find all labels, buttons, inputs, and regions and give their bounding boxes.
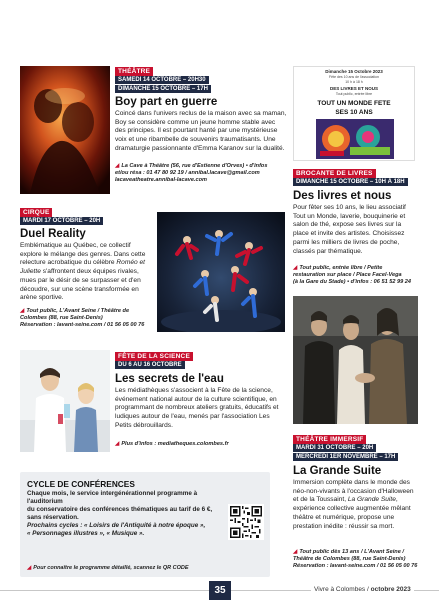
poster-line-4: Tout public, entrée libre xyxy=(335,92,373,96)
cirque-body: Emblématique au Québec, ce collectif explore le mélange des genres. Dans cette relecture acrobatique du célèbre Roméo et Juliette s'affrontent deux équipes rivales, mues par le désir de se surpasser et d'en découdre, sur une scène transformée en arène sportive. xyxy=(20,242,146,302)
triangle-icon: ◢ xyxy=(293,549,298,555)
science-tag: FÊTE DE LA SCIENCE xyxy=(115,352,193,361)
brocante-body: Pour fêter ses 10 ans, le lieu associatif Tout un Monde, laverie, bouquinerie et salon de thé, expose ses livres sur la place et invite des artistes. Choisissez parmi les milliers de livres de poche, classés par thématique. xyxy=(293,204,406,255)
triangle-icon: ◢ xyxy=(27,565,32,571)
brocante-title: Des livres et nous xyxy=(293,190,392,202)
science-title: Les secrets de l'eau xyxy=(115,373,224,385)
conference-title: CYCLE DE CONFÉRENCES xyxy=(27,479,135,489)
conference-text: Chaque mois, le service intergénérationnel programme à l'auditorium du conservatoire des conférences thématiques au tarif de 6 €, sans réservation. Prochains cycles : « Loisirs de l'Antiquité à notre époque », « Personnages illustres », « Musique ». xyxy=(27,490,213,538)
science-info: ◢ Plus d'infos : mediatheques.colombes.fr xyxy=(115,441,229,447)
conference-box xyxy=(20,472,270,577)
immersif-info: ◢ Tout public dès 13 ans / L'Avant Seine / Théâtre de Colombes (88, rue Saint-Denis) Réservation : lavant-seine.com / 01 56 05 00 76 xyxy=(293,549,418,569)
immersif-tag: THÉÂTRE IMMERSIF xyxy=(293,435,366,444)
theatre-photo xyxy=(20,66,110,194)
theatre-date-1: SAMEDI 14 OCTOBRE – 20H30 xyxy=(115,76,209,84)
triangle-icon: ◢ xyxy=(115,441,120,447)
theatre-date-2: DIMANCHE 15 OCTOBRE – 17H xyxy=(115,85,211,93)
page-number: 35 xyxy=(209,581,231,600)
qr-code[interactable] xyxy=(228,504,264,540)
brocante-info: ◢ Tout public, entrée libre / Petite restauration sur place / Place Facel-Vega (à la Gare du Stade) • d'infos : 06 51 52 99 24 xyxy=(293,265,412,285)
immersif-title: La Grande Suite xyxy=(293,465,382,477)
science-body: Les médiathèques s'associent à la Fête de la science, événement national autour de la culture scientifique, en programmant de nombreux ateliers gratuits, éducatifs et ludiques autour de l'eau, menés par l'association Les Petits débrouillards. xyxy=(115,387,279,429)
event-poster xyxy=(293,66,415,161)
page-footer xyxy=(0,581,439,600)
poster-line-1: Fête des 10 ans de l'association xyxy=(329,75,379,79)
cirque-date: MARDI 17 OCTOBRE – 20H xyxy=(20,217,103,225)
cirque-info: ◢ Tout public, L'Avant Seine / Théâtre de Colombes (88, rue Saint-Denis) Réservation : lavant-seine.com / 01 56 05 00 76 xyxy=(20,308,145,328)
poster-artwork xyxy=(316,119,394,159)
immersif-date-1: MARDI 31 OCTOBRE – 20H xyxy=(293,444,376,452)
cirque-photo xyxy=(157,212,285,332)
science-date: DU 6 AU 16 OCTOBRE xyxy=(115,361,185,369)
cirque-tag: CIRQUE xyxy=(20,208,52,217)
qr-instruction: ◢ Pour connaître le programme détaillé, scannez le QR CODE xyxy=(27,565,189,571)
triangle-icon: ◢ xyxy=(115,163,120,169)
theatre-title: Boy part en guerre xyxy=(115,96,218,108)
poster-big-2: SES 10 ANS xyxy=(335,109,373,116)
triangle-icon: ◢ xyxy=(20,308,25,314)
brocante-tag: BROCANTE DE LIVRES xyxy=(293,169,376,178)
theatre-info: ◢ La Cave à Théâtre (56, rue d'Estienne d'Orves) • d'infos et/ou résa : 01 47 80 92 19 / annibal.lacave@gmail.com lacaveatheatre.annibal-lacave.com xyxy=(115,163,268,183)
poster-line-3: DES LIVRES ET NOUS xyxy=(329,86,378,91)
poster-big-1: TOUT UN MONDE FETE xyxy=(317,100,391,107)
cirque-title: Duel Reality xyxy=(20,228,86,240)
immersif-body: Immersion complète dans le monde des néo-non-vivants à l'occasion d'Halloween et de la Toussaint, La Grande Suite, expérience collective augmentée mêlant théâtre et numérique, propose une prestation inédite : réussir sa mort. xyxy=(293,479,414,530)
theatre-tag: THÉÂTRE xyxy=(115,67,153,76)
immersif-date-2: MERCREDI 1ER NOVEMBRE – 17H xyxy=(293,453,398,461)
poster-date: Dimanche 15 Octobre 2023 xyxy=(325,69,383,74)
immersif-photo xyxy=(293,296,418,424)
science-photo xyxy=(20,350,110,452)
brocante-date: DIMANCHE 15 OCTOBRE – 10H À 18H xyxy=(293,178,408,186)
magazine-name: Vivre à Colombes / octobre 2023 xyxy=(311,586,414,593)
theatre-body: Coincé dans l'univers reclus de la maison avec sa maman, Boy se considère comme un jeune homme stable avec des principes. Il est pourtant hanté par une mystérieuse voix et une ribambelle de souvenirs traumatisants. Une dramaturgie passionnante d'Emma Karanov sur la dualité. xyxy=(115,110,287,152)
triangle-icon: ◢ xyxy=(293,265,298,271)
poster-line-2: 10 h à 18 h xyxy=(345,80,363,84)
